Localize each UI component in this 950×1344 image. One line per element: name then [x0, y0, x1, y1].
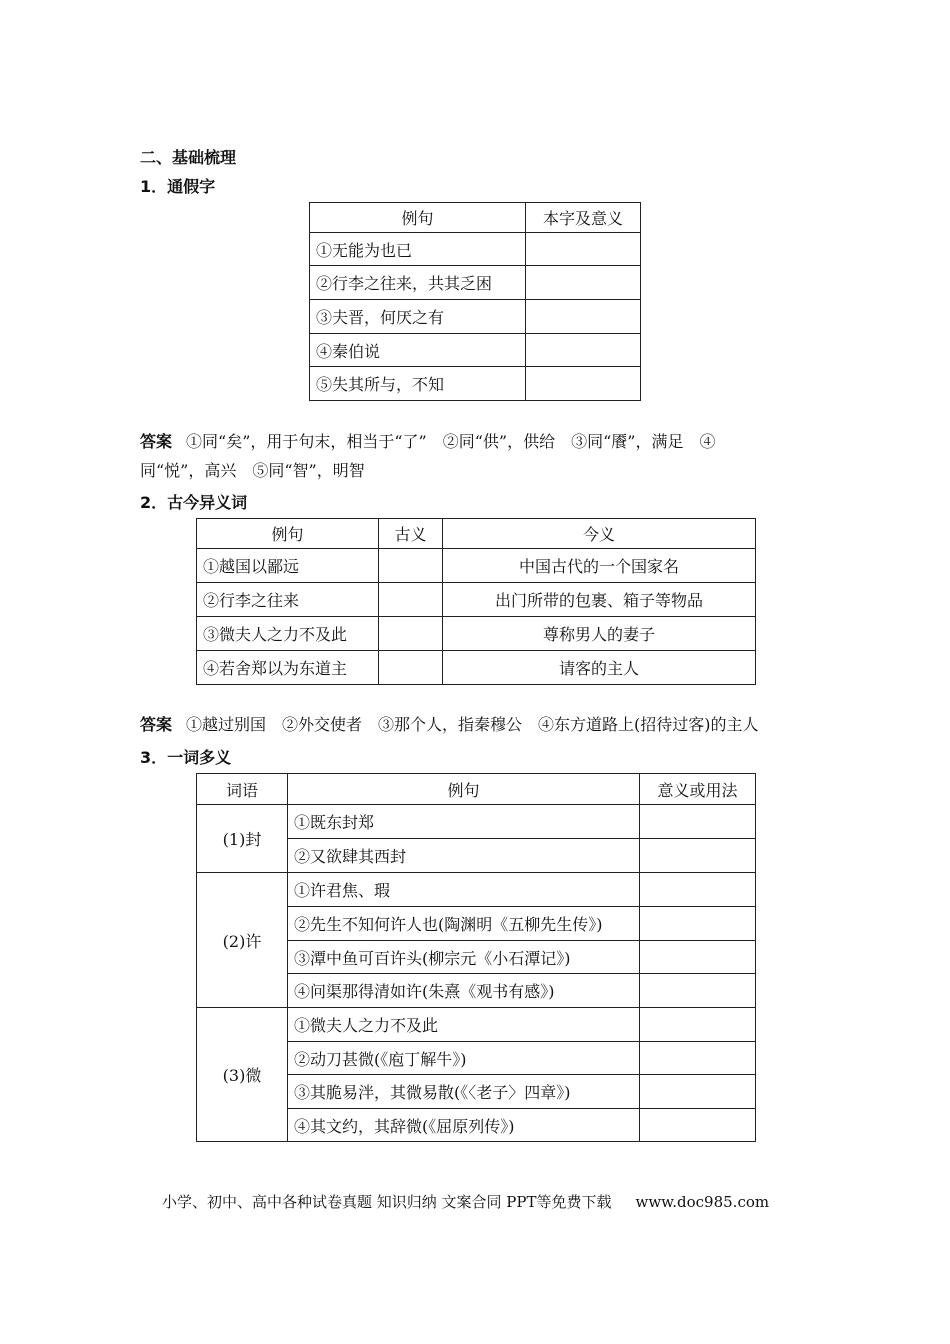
word-cell: (1)封	[197, 805, 288, 873]
answer-block-2	[140, 710, 759, 740]
example-cell: ②动刀甚微(《庖丁解牛》)	[288, 1042, 640, 1075]
header-example: 例句	[310, 203, 526, 233]
example-cell: ④若舍郑以为东道主	[197, 651, 379, 685]
part3-title: 3．一词多义	[140, 748, 232, 767]
word-cell: (2)许	[197, 873, 288, 1008]
gujin-table	[196, 518, 756, 685]
answer-cell	[640, 873, 756, 907]
table-row	[197, 805, 756, 839]
header-example: 例句	[197, 519, 379, 549]
example-cell: ①许君焦、瑕	[288, 873, 640, 907]
example-cell: ⑤失其所与，不知	[310, 367, 526, 401]
answer-cell	[379, 583, 443, 617]
modern-meaning-cell: 出门所带的包裹、箱子等物品	[443, 583, 756, 617]
part1-title: 1．通假字	[140, 177, 216, 196]
answer-cell	[379, 651, 443, 685]
header-modern-meaning: 今义	[443, 519, 756, 549]
header-ancient-meaning: 古义	[379, 519, 443, 549]
footer-url[interactable]: www.doc985.com	[635, 1193, 770, 1211]
table-row	[310, 233, 641, 266]
table-row	[197, 651, 756, 685]
example-cell: ②又欲肆其西封	[288, 839, 640, 873]
table-row	[197, 549, 756, 583]
header-word: 词语	[197, 774, 288, 805]
yiciduoyi-table	[196, 773, 756, 1142]
footer	[162, 1191, 769, 1212]
modern-meaning-cell: 尊称男人的妻子	[443, 617, 756, 651]
answer-cell	[526, 233, 641, 266]
answer-cell	[640, 907, 756, 941]
answer-cell	[526, 367, 641, 401]
answer-label: 答案	[140, 715, 173, 734]
answer-cell	[640, 1008, 756, 1042]
answer-cell	[640, 1042, 756, 1075]
table-row	[197, 617, 756, 651]
answer-cell	[526, 300, 641, 334]
answer-cell	[640, 941, 756, 974]
word-cell: (3)微	[197, 1008, 288, 1142]
modern-meaning-cell: 请客的主人	[443, 651, 756, 685]
tongjiazi-table	[309, 202, 641, 401]
answer-cell	[640, 974, 756, 1008]
example-cell: ②先生不知何许人也(陶渊明《五柳先生传》)	[288, 907, 640, 941]
header-example: 例句	[288, 774, 640, 805]
header-meaning: 本字及意义	[526, 203, 641, 233]
part2-title: 2．古今异义词	[140, 493, 248, 512]
answer-cell	[640, 805, 756, 839]
section-title: 二、基础梳理	[140, 148, 237, 167]
table-row	[310, 266, 641, 300]
answer-block-1	[140, 427, 715, 457]
example-cell: ①微夫人之力不及此	[288, 1008, 640, 1042]
example-cell: ③其脆易泮，其微易散(《〈老子〉四章》)	[288, 1075, 640, 1109]
example-cell: ④问渠那得清如许(朱熹《观书有感》)	[288, 974, 640, 1008]
answer-cell	[640, 1109, 756, 1142]
table-row	[197, 583, 756, 617]
answer-text-continued: 同“悦”，高兴 ⑤同“智”，明智	[140, 461, 365, 480]
example-cell: ②行李之往来，共其乏困	[310, 266, 526, 300]
answer-cell	[379, 549, 443, 583]
answer-cell	[526, 334, 641, 367]
example-cell: ①越国以鄙远	[197, 549, 379, 583]
answer-cell	[640, 1075, 756, 1109]
answer-text: ①越过别国 ②外交使者 ③那个人，指秦穆公 ④东方道路上(招待过客)的主人	[186, 715, 759, 734]
header-usage: 意义或用法	[640, 774, 756, 805]
table-row	[197, 1008, 756, 1042]
table-row	[197, 873, 756, 907]
table-row	[310, 300, 641, 334]
answer-cell	[526, 266, 641, 300]
footer-text: 小学、初中、高中各种试卷真题 知识归纳 文案合同 PPT等免费下载	[162, 1193, 612, 1211]
table-row	[310, 367, 641, 401]
example-cell: ①既东封郑	[288, 805, 640, 839]
example-cell: ②行李之往来	[197, 583, 379, 617]
example-cell: ④秦伯说	[310, 334, 526, 367]
example-cell: ④其文约，其辞微(《屈原列传》)	[288, 1109, 640, 1142]
modern-meaning-cell: 中国古代的一个国家名	[443, 549, 756, 583]
answer-text: ①同“矣”，用于句末，相当于“了” ②同“供”，供给 ③同“餍”，满足 ④	[186, 432, 716, 451]
example-cell: ①无能为也已	[310, 233, 526, 266]
example-cell: ③微夫人之力不及此	[197, 617, 379, 651]
answer-cell	[640, 839, 756, 873]
table-row	[310, 334, 641, 367]
example-cell: ③夫晋，何厌之有	[310, 300, 526, 334]
example-cell: ③潭中鱼可百许头(柳宗元《小石潭记》)	[288, 941, 640, 974]
answer-label: 答案	[140, 432, 173, 451]
answer-cell	[379, 617, 443, 651]
